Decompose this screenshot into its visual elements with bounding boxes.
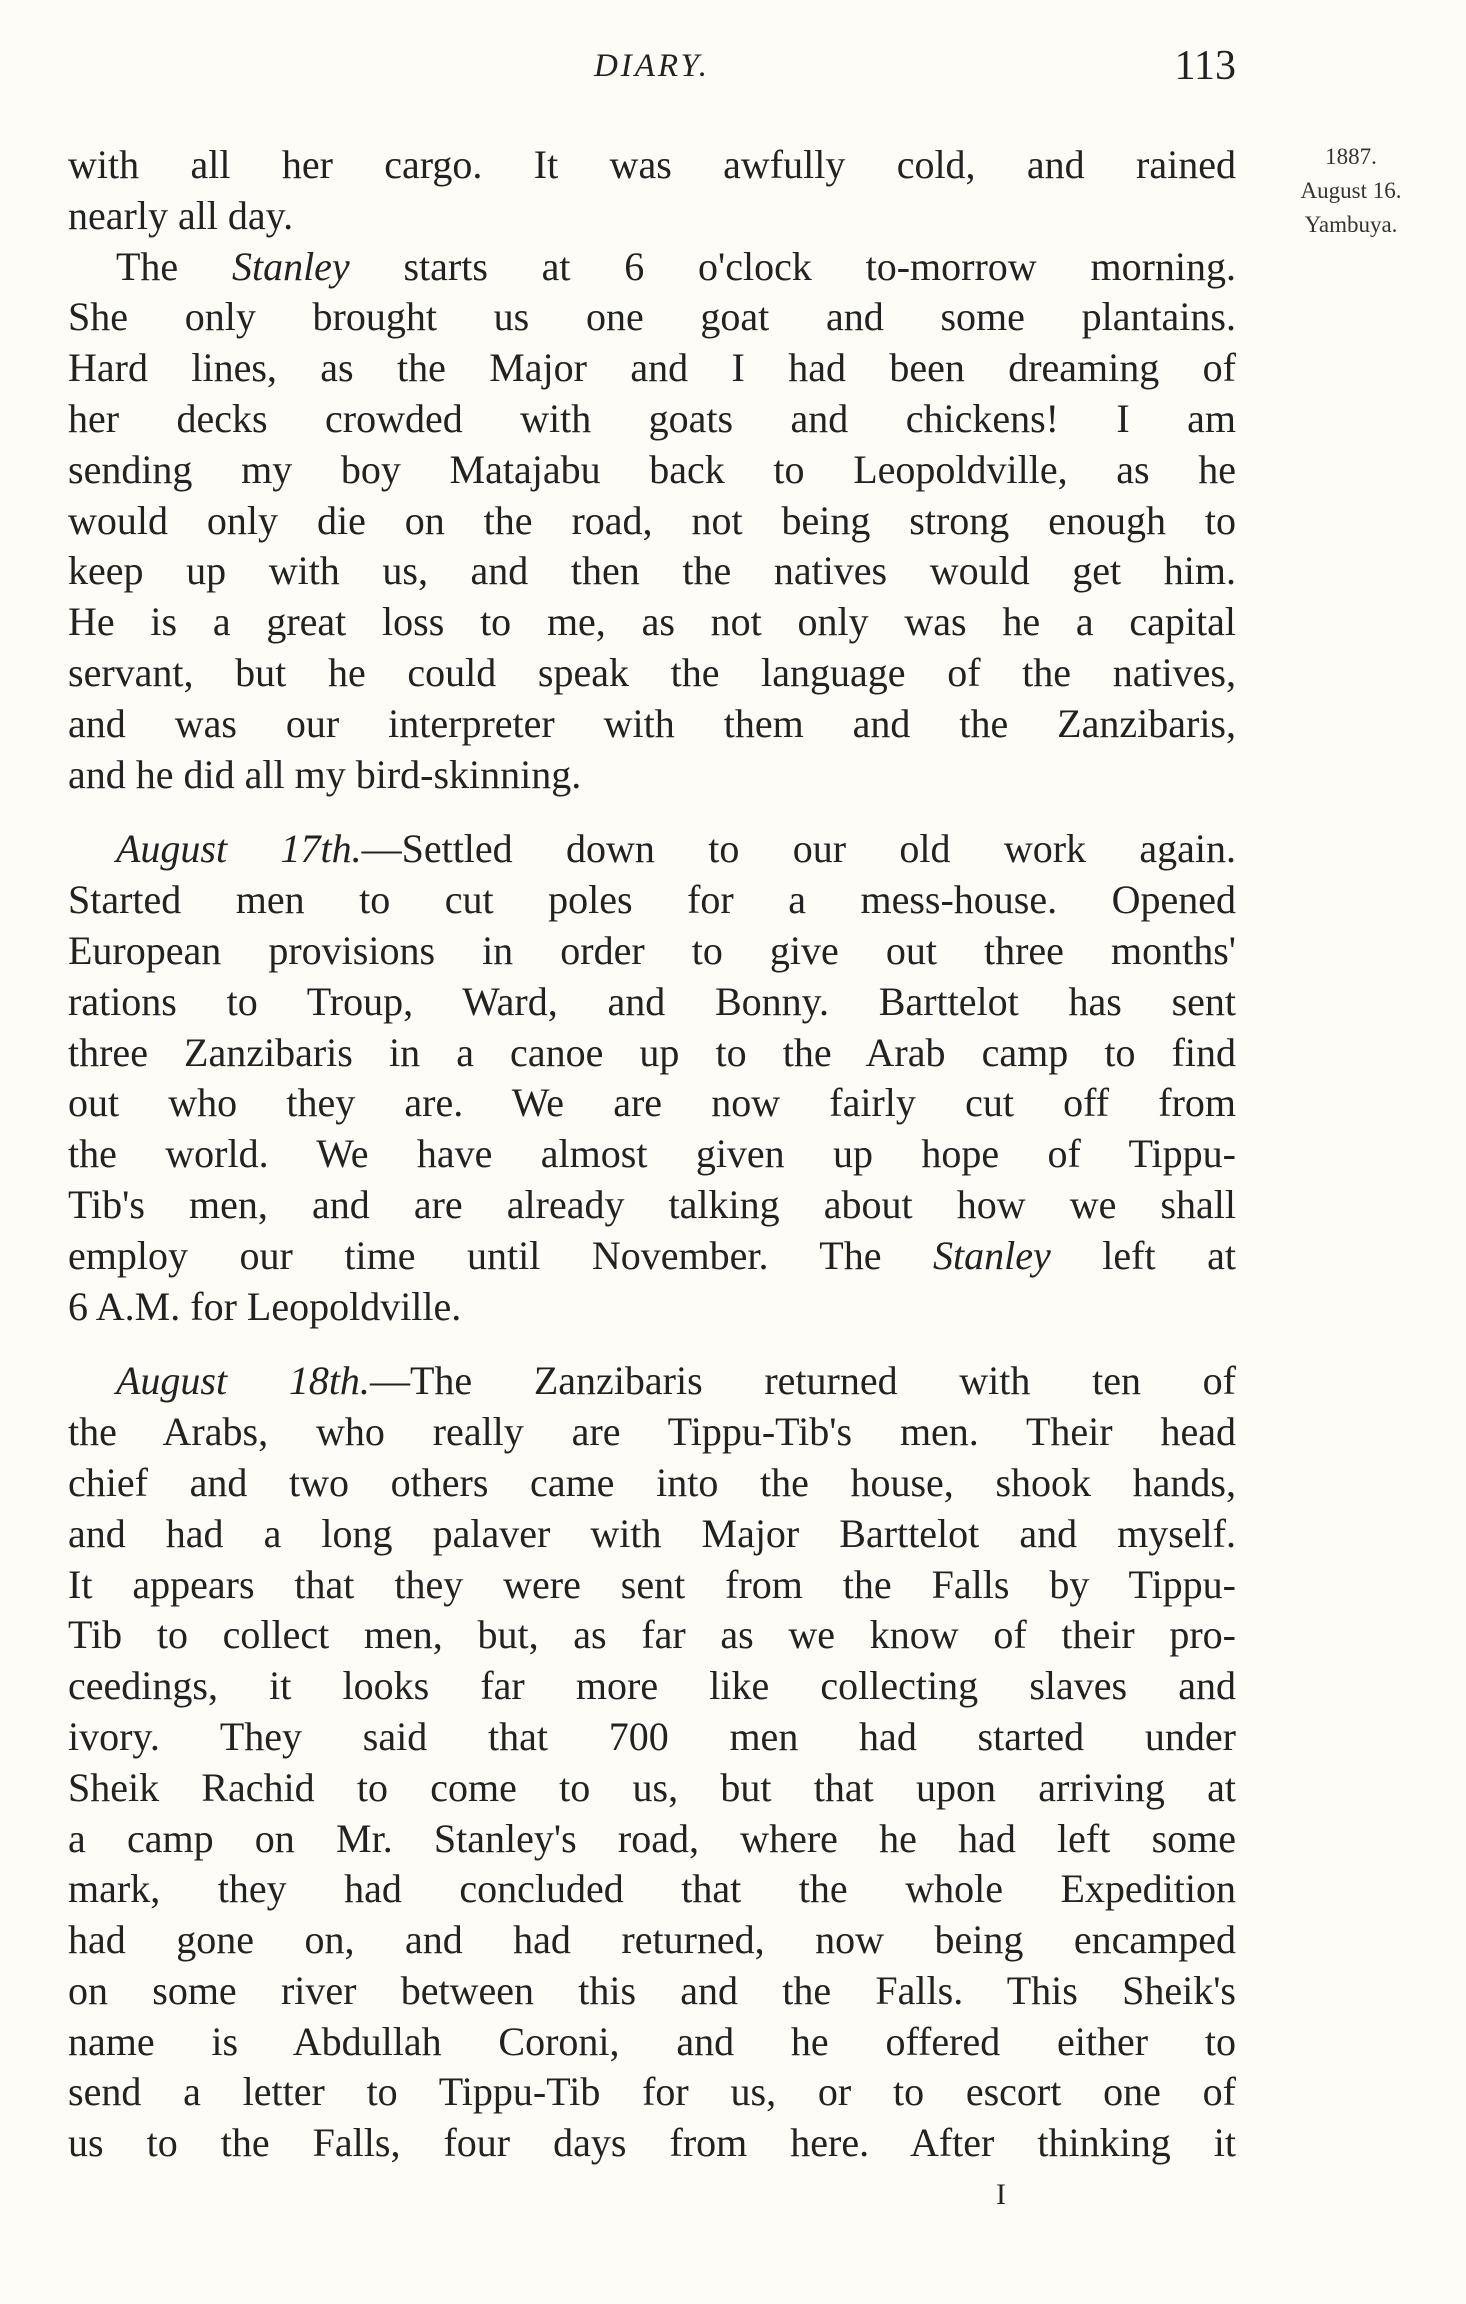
text-line: name is Abdullah Coroni, and he offered either to (68, 2018, 1236, 2064)
text-line: It appears that they were sent from the Falls by Tippu- (68, 1561, 1236, 1607)
ship-name: Stanley (933, 1232, 1051, 1278)
text-line: would only die on the road, not being strong enough to (68, 497, 1236, 543)
text-line: ivory. They said that 700 men had started under (68, 1713, 1236, 1759)
text-line: nearly all day. (68, 192, 294, 238)
text-line: keep up with us, and then the natives would get him. (68, 548, 1236, 594)
text-line: and had a long palaver with Major Barttelot and myself. (68, 1510, 1236, 1556)
text-line: mark, they had concluded that the whole Expedition (68, 1866, 1236, 1912)
paragraph (68, 242, 1236, 801)
text-line: servant, but he could speak the language of the natives, (68, 649, 1236, 695)
running-head (68, 40, 1236, 100)
text-line: and was our interpreter with them and the Zanzibaris, (68, 700, 1236, 746)
text-fragment: —Settled down to our old work again. (361, 826, 1236, 872)
ship-name: Stanley (231, 243, 350, 289)
marginal-note (1256, 140, 1446, 242)
paragraph (68, 1356, 1236, 2169)
entry-date: August 17th. (116, 826, 362, 872)
text-line: us to the Falls, four days from here. After thinking it (68, 2120, 1236, 2166)
text-line: and he did all my bird-skinning. (68, 751, 582, 797)
page-number: 113 (1174, 43, 1236, 89)
running-head-title: DIARY. (593, 48, 711, 84)
text-line (68, 1356, 1236, 1407)
text-line: Tib to collect men, but, as far as we know of their pro- (68, 1612, 1236, 1658)
paragraph (68, 824, 1236, 1332)
text-line: three Zanzibaris in a canoe up to the Arab camp to find (68, 1029, 1236, 1075)
text-line: send a letter to Tippu-Tib for us, or to escort one of (68, 2069, 1236, 2115)
text-line: chief and two others came into the house, shook hands, (68, 1459, 1236, 1505)
text-line: her decks crowded with goats and chickens! I am (68, 395, 1236, 441)
text-line: out who they are. We are now fairly cut off from (68, 1080, 1236, 1126)
text-line: 6 A.M. for Leopoldville. (68, 1283, 462, 1329)
marginal-place: Yambuya. (1304, 212, 1398, 237)
signature-mark: I (996, 2178, 1006, 2211)
text-line: the Arabs, who really are Tippu-Tib's men. Their head (68, 1409, 1236, 1455)
text-line: had gone on, and had returned, now being encamped (68, 1917, 1236, 1963)
text-fragment: starts at 6 o'clock to-morrow morning. (349, 243, 1237, 289)
entry-date: August 18th. (116, 1358, 370, 1404)
text-fragment: —The Zanzibaris returned with ten of (369, 1358, 1236, 1404)
text-line: Tib's men, and are already talking about how we shall (68, 1181, 1236, 1227)
text-line: the world. We have almost given up hope of Tippu- (68, 1131, 1236, 1177)
text-fragment: The (116, 243, 232, 289)
marginal-date: August 16. (1300, 178, 1402, 203)
text-line (68, 824, 1236, 875)
text-line: European provisions in order to give out three months' (68, 927, 1236, 973)
text-line: Started men to cut poles for a mess-house. Opened (68, 877, 1236, 923)
text-line: He is a great loss to me, as not only was he a capital (68, 599, 1236, 645)
text-line (68, 1231, 1236, 1282)
text-line (68, 242, 1236, 293)
marginal-year: 1887. (1325, 144, 1377, 169)
text-line: Sheik Rachid to come to us, but that upon arriving at (68, 1764, 1236, 1810)
text-line: Hard lines, as the Major and I had been dreaming of (68, 345, 1236, 391)
text-line: a camp on Mr. Stanley's road, where he had left some (68, 1815, 1236, 1861)
text-line: ceedings, it looks far more like collecting slaves and (68, 1663, 1236, 1709)
text-line: with all her cargo. It was awfully cold, and rained (68, 142, 1236, 187)
diary-body (68, 140, 1236, 2193)
text-fragment: left at (1050, 1232, 1236, 1278)
text-line: She only brought us one goat and some plantains. (68, 294, 1236, 340)
text-line: on some river between this and the Falls. This Sheik's (68, 1967, 1236, 2013)
text-line: sending my boy Matajabu back to Leopoldville, as he (68, 446, 1236, 492)
text-fragment: employ our time until November. The (68, 1232, 934, 1278)
paragraph (68, 140, 1236, 242)
text-line: rations to Troup, Ward, and Bonny. Barttelot has sent (68, 978, 1236, 1024)
